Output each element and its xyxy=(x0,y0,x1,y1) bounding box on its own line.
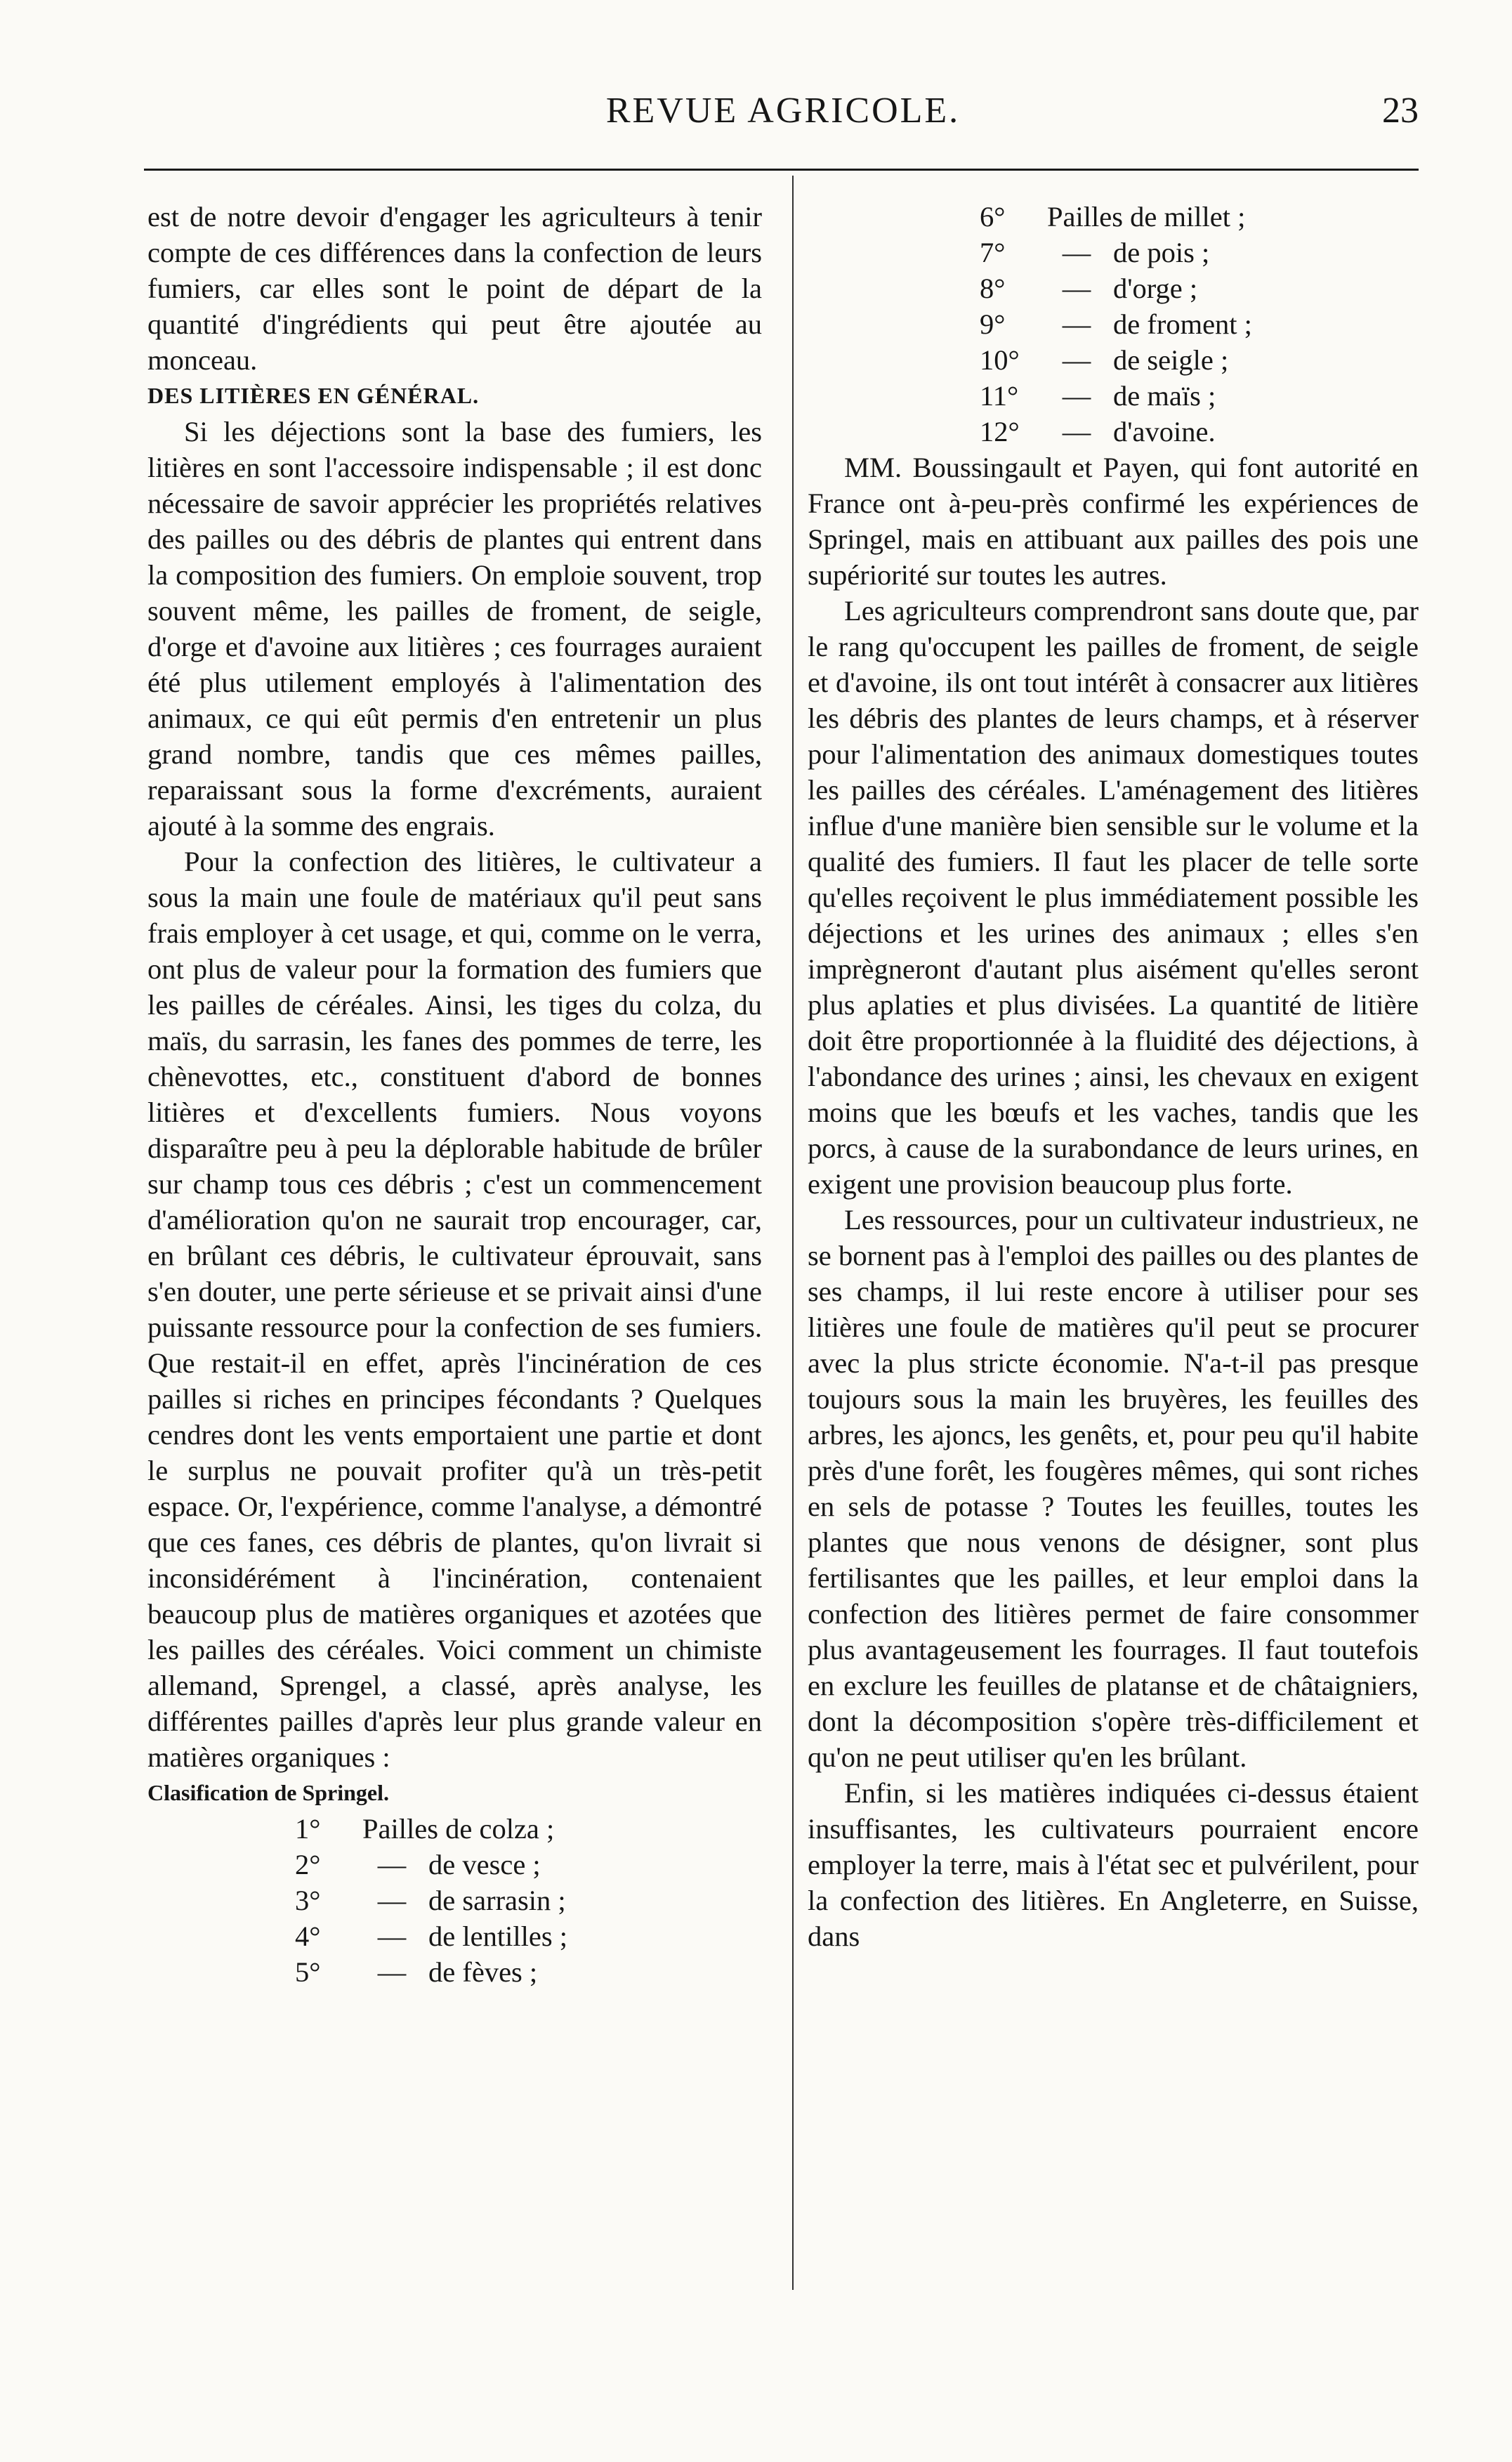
ditto-dash: — xyxy=(1062,344,1091,376)
rank-number: 5° xyxy=(295,1956,321,1988)
item-text: de pois ; xyxy=(1113,237,1210,268)
straw-ranking-list-continued xyxy=(808,199,1419,450)
rank-number: 7° xyxy=(980,237,1006,268)
item-text: de lentilles ; xyxy=(428,1920,567,1952)
list-item xyxy=(808,306,1419,342)
straw-ranking-list xyxy=(147,1811,762,1990)
running-title: REVUE AGRICOLE. xyxy=(605,91,961,131)
list-item xyxy=(808,414,1419,450)
rank-number: 1° xyxy=(295,1813,321,1845)
item-text: de maïs ; xyxy=(1113,380,1216,412)
list-item xyxy=(808,235,1419,270)
ditto-dash: — xyxy=(1062,273,1091,304)
paragraph: Si les déjections sont la base des fumiers, les litières en sont l'accessoire indispensable ; il est donc nécessaire de savoir apprécier les propriétés relatives des pailles ou des débris de plantes qui entrent dans la composition des fumiers. On emploie souvent, trop souvent même, les pailles de froment, de seigle, d'orge et d'avoine aux litières ; ces fourrages auraient été plus utilement employés à l'alimentation des animaux, ce qui eût permis d'en entretenir un plus grand nombre, tandis que ces mêmes pailles, reparaissant sous la forme d'excréments, auraient ajouté à la somme des engrais. xyxy=(147,416,762,842)
list-item xyxy=(808,270,1419,306)
item-text: de vesce ; xyxy=(428,1849,541,1880)
right-column xyxy=(808,199,1419,1954)
ditto-dash: — xyxy=(1062,237,1091,268)
rank-number: 10° xyxy=(980,344,1020,376)
list-item xyxy=(147,1882,762,1918)
header-rule xyxy=(144,169,1419,171)
rank-number: 11° xyxy=(980,380,1019,412)
page-number: 23 xyxy=(1382,91,1419,131)
item-text: Pailles de colza ; xyxy=(362,1813,555,1845)
item-text: d'avoine. xyxy=(1113,416,1216,447)
rank-number: 6° xyxy=(980,201,1006,233)
ditto-dash: — xyxy=(1062,416,1091,447)
left-column xyxy=(147,199,762,1990)
ditto-dash: — xyxy=(1062,380,1091,412)
page-header xyxy=(147,90,1419,139)
section-heading: DES LITIÈRES EN GÉNÉRAL. xyxy=(147,383,480,408)
rank-number: 9° xyxy=(980,308,1006,340)
paragraph: Pour la confection des litières, le cultivateur a sous la main une foule de matériaux qu'il peut sans frais employer à cet usage, et qui, comme on le verra, ont plus de valeur pour la formation des fumiers que les pailles de céréales. Ainsi, les tiges du colza, du maïs, du sarrasin, les fanes des pommes de terre, les chènevottes, etc., constituent d'abord de bonnes litières et d'excellents fumiers. Nous voyons disparaître peu à peu la déplorable habitude de brûler sur champ tous ces débris ; c'est un commencement d'amélioration qu'on ne saurait trop encourager, car, en brûlant ces débris, le cultivateur éprouvait, sans s'en douter, une perte sérieuse et se privait ainsi d'une puissante ressource pour la confection de ses fumiers. Que restait-il en effet, après l'incinération de ces pailles si riches en principes fécondants ? Quelques cendres dont les vents emportaient une partie et dont le surplus ne pouvait profiter qu'à un très-petit espace. Or, l'expérience, comme l'analyse, a démontré que ces fanes, ces débris de plantes, qu'on livrait si inconsidérément à l'incinération, contenaient beaucoup plus de matières organiques et azotées que les pailles des céréales. Voici comment un chimiste allemand, Sprengel, a classé, après analyse, les différentes pailles d'après leur plus grande valeur en matières organiques : xyxy=(147,846,762,1773)
item-text: de fèves ; xyxy=(428,1956,538,1988)
paragraph: MM. Boussingault et Payen, qui font autorité en France ont à-peu-près confirmé les expériences de Springel, mais en attibuant aux pailles des pois une supériorité sur toutes les autres. xyxy=(808,452,1419,591)
ditto-dash: — xyxy=(1062,308,1091,340)
rank-number: 8° xyxy=(980,273,1006,304)
ditto-dash: — xyxy=(377,1956,407,1988)
paragraph: Les agriculteurs comprendront sans doute que, par le rang qu'occupent les pailles de froment, de seigle et d'avoine, ils ont tout intérêt à consacrer aux litières les débris des plantes de leurs champs, et à réserver pour l'alimentation des animaux domestiques toutes les pailles des céréales. L'aménagement des litières influe d'une manière bien sensible sur le volume et la qualité des fumiers. Il faut les placer de telle sorte qu'elles reçoivent le plus immédiatement possible les déjections et les urines des animaux ; elles s'en imprègneront d'autant plus aisément qu'elles seront plus aplaties et plus divisées. La quantité de litière doit être proportionnée à la fluidité des déjections, à l'abondance des urines ; ainsi, les chevaux en exigent moins que les bœufs et les vaches, tandis que les porcs, à cause de la surabondance de leurs urines, en exigent une provision beaucoup plus forte. xyxy=(808,595,1419,1200)
item-text: de seigle ; xyxy=(1113,344,1229,376)
rank-number: 12° xyxy=(980,416,1020,447)
item-text: Pailles de millet ; xyxy=(1047,201,1246,233)
rank-number: 4° xyxy=(295,1920,321,1952)
paragraph: Les ressources, pour un cultivateur industrieux, ne se bornent pas à l'emploi des pailles ou des plantes de ses champs, il lui reste encore à utiliser pour ses litières une foule de matières qu'il peut se procurer avec la plus stricte économie. N'a-t-il pas presque toujours sous la main les bruyères, les feuilles des arbres, les ajoncs, les genêts, et, pour peu qu'il habite près d'une forêt, les fougères mêmes, qui sont riches en sels de potasse ? Toutes les feuilles, toutes les plantes que nous venons de désigner, sont plus fertilisantes que les pailles, et leur emploi dans la confection des litières permet de faire consommer plus avantageusement les fourrages. Il faut toutefois en exclure les feuilles de platanse et de châtaigniers, dont la décomposition s'opère très-difficilement et qu'on ne peut utiliser qu'en les brûlant. xyxy=(808,1204,1419,1773)
list-heading: Clasification de Springel. xyxy=(147,1780,390,1805)
ditto-dash: — xyxy=(377,1849,407,1880)
ditto-dash: — xyxy=(377,1920,407,1952)
paragraph: Enfin, si les matières indiquées ci-dessus étaient insuffisantes, les cultivateurs pourraient encore employer la terre, mais à l'état sec et pulvérilent, pour la confection des litières. En Angleterre, en Suisse, dans xyxy=(808,1777,1419,1952)
ditto-dash: — xyxy=(377,1885,407,1916)
rank-number: 3° xyxy=(295,1885,321,1916)
list-item xyxy=(808,342,1419,378)
column-divider xyxy=(792,176,794,2290)
list-item xyxy=(147,1918,762,1954)
item-text: de sarrasin ; xyxy=(428,1885,566,1916)
list-item xyxy=(147,1811,762,1847)
item-text: d'orge ; xyxy=(1113,273,1198,304)
list-item xyxy=(147,1954,762,1990)
item-text: de froment ; xyxy=(1113,308,1252,340)
rank-number: 2° xyxy=(295,1849,321,1880)
list-item xyxy=(808,378,1419,414)
list-item xyxy=(147,1847,762,1882)
paragraph: est de notre devoir d'engager les agriculteurs à tenir compte de ces différences dans la confection de leurs fumiers, car elles sont le point de départ de la quantité d'ingrédients qui peut être ajoutée au monceau. xyxy=(147,201,762,376)
list-item xyxy=(808,199,1419,235)
